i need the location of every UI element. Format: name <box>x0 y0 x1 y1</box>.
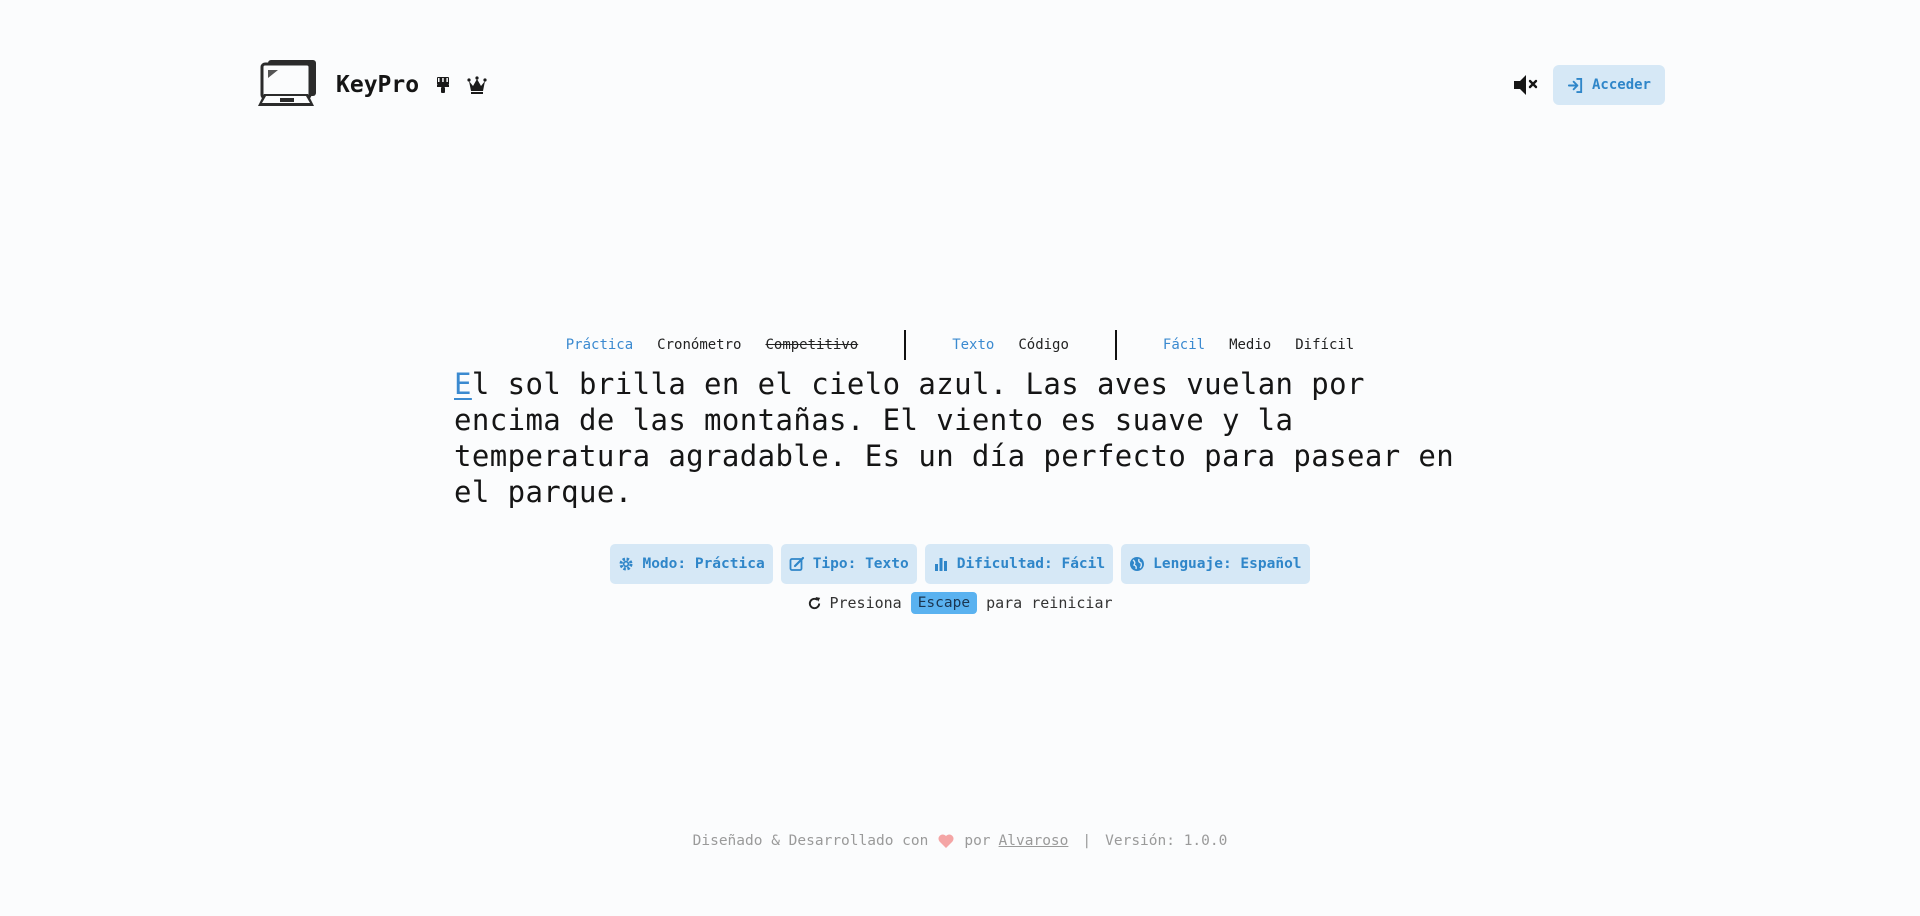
crown-icon[interactable] <box>467 75 487 95</box>
hint-prefix: Presiona <box>829 594 902 612</box>
footer <box>0 832 1920 850</box>
header <box>256 58 1665 112</box>
option-type-codigo[interactable]: Código <box>1018 337 1069 353</box>
gear-icon <box>618 556 634 572</box>
difficulty-chip[interactable] <box>925 544 1113 584</box>
volume-mute-icon[interactable] <box>1511 71 1539 99</box>
options-divider <box>1115 330 1117 360</box>
type-chip[interactable] <box>781 544 917 584</box>
current-character: E <box>454 367 472 401</box>
language-chip-label: Lenguaje: Español <box>1153 556 1302 572</box>
footer-designed-text: Diseñado & Desarrollado con <box>692 833 929 849</box>
test-options-bar <box>0 330 1920 360</box>
author-link[interactable]: Alvaroso <box>998 833 1069 849</box>
refresh-icon <box>807 596 822 611</box>
brush-icon[interactable] <box>433 75 453 95</box>
brand[interactable] <box>256 58 487 112</box>
brand-name: KeyPro <box>336 72 420 98</box>
heart-icon <box>937 832 955 850</box>
header-actions <box>1511 65 1665 105</box>
edit-icon <box>789 556 805 572</box>
typing-text-area[interactable] <box>454 366 1474 510</box>
mode-chip[interactable] <box>610 544 772 584</box>
option-mode-competitivo[interactable]: Competitivo <box>765 337 859 353</box>
option-type-texto[interactable]: Texto <box>952 337 995 353</box>
bar-chart-icon <box>933 556 949 572</box>
login-button[interactable] <box>1553 65 1665 105</box>
difficulty-chip-label: Dificultad: Fácil <box>956 556 1106 572</box>
option-mode-cronometro[interactable]: Cronómetro <box>657 337 742 353</box>
language-chip[interactable] <box>1121 544 1309 584</box>
option-difficulty-facil[interactable]: Fácil <box>1162 337 1206 353</box>
version-text: Versión: 1.0.0 <box>1105 833 1228 849</box>
hint-suffix: para reiniciar <box>986 594 1113 612</box>
option-difficulty-dificil[interactable]: Difícil <box>1295 337 1355 353</box>
escape-key-badge: Escape <box>911 592 977 614</box>
sign-in-icon <box>1567 77 1584 94</box>
option-mode-practica[interactable]: Práctica <box>565 337 634 353</box>
globe-icon <box>1129 556 1145 572</box>
keyboard-logo-icon <box>256 58 320 112</box>
mode-chip-label: Modo: Práctica <box>642 556 765 572</box>
footer-separator: | <box>1082 833 1092 849</box>
restart-hint <box>0 592 1920 614</box>
remaining-text: l sol brilla en el cielo azul. Las aves vuelan por encima de las montañas. El viento es suave y la temperatura agradable. Es un día perfecto para pasear en el parque. <box>454 367 1455 509</box>
settings-chips <box>0 544 1920 584</box>
login-label: Acceder <box>1591 77 1651 93</box>
options-divider <box>904 330 906 360</box>
option-difficulty-medio[interactable]: Medio <box>1229 337 1272 353</box>
footer-by-text: por <box>964 833 991 849</box>
type-chip-label: Tipo: Texto <box>812 556 909 572</box>
